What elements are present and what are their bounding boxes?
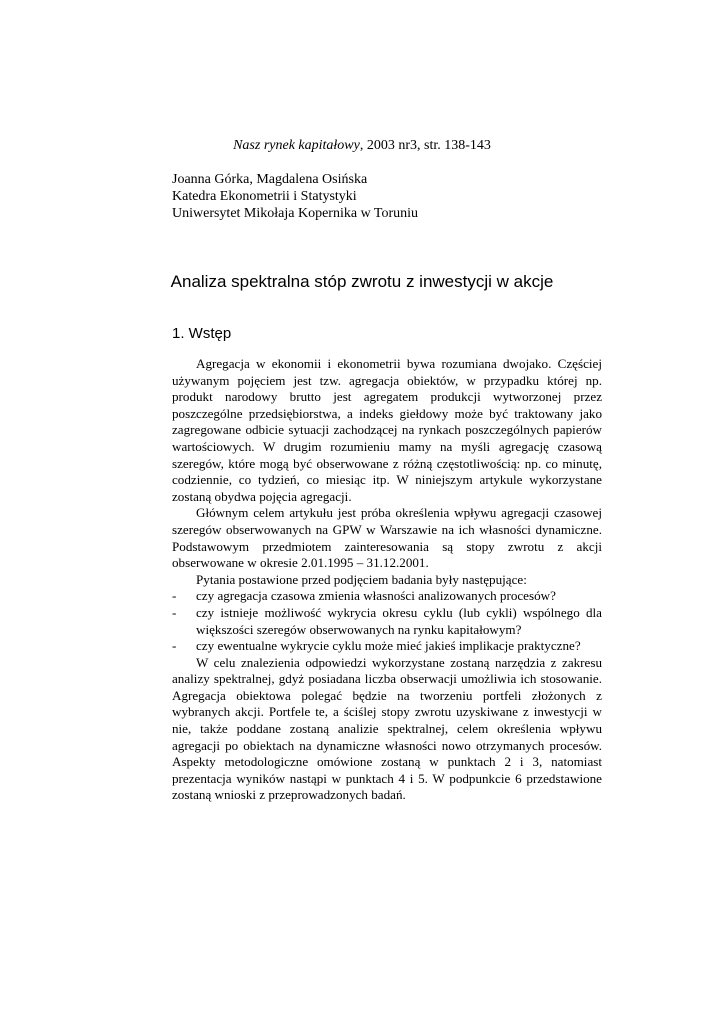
citation-details: , 2003 nr3, str. 138-143 — [359, 138, 491, 153]
citation-line — [0, 136, 724, 156]
list-dash-marker: - — [172, 588, 177, 604]
question-item — [172, 605, 602, 638]
question-item — [172, 588, 602, 605]
paper-title: Analiza spektralna stóp zwrotu z inwestycji w akcje — [170, 272, 554, 291]
list-dash-marker: - — [172, 604, 177, 620]
list-dash-marker: - — [172, 638, 177, 654]
question-text: czy istnieje możliwość wykrycia okresu cyklu (lub cykli) wspólnego dla większości szeregów obserwowanych na rynku kapitałowym? — [196, 604, 602, 637]
author-names: Joanna Górka, Magdalena Osińska — [172, 172, 368, 187]
paragraph-intro: Agregacja w ekonomii i ekonometrii bywa rozumiana dwojako. Częściej używanym pojęciem jest tzw. agregacja obiektów, w przypadku której np. produkt narodowy brutto jest agregatem produkcji wytworzonej przez poszczególne przedsiębiorstwa, a indeks giełdowy może być traktowany jako zagregowane odbicie sytuacji zachodzącej na rynkach poszczególnych papierów wartościowych. W drugim rozumieniu mamy na myśli agregację czasową szeregów, które mogą być obserwowane z różną częstotliwością: np. co minutę, codziennie, co tydzień, co miesiąc itp. W niniejszym artykule wykorzystane zostaną obydwa pojęcia agregacji. — [172, 356, 602, 504]
section-body — [172, 356, 602, 804]
section-heading: 1. Wstęp — [172, 325, 232, 342]
author-block — [172, 171, 418, 222]
question-text: czy agregacja czasowa zmienia własności analizowanych procesów? — [196, 588, 556, 604]
paragraph-questions-lead: Pytania postawione przed podjęciem badania były następujące: — [196, 571, 527, 587]
author-university: Uniwersytet Mikołaja Kopernika w Toruniu — [172, 206, 419, 221]
journal-name: Nasz rynek kapitałowy — [233, 138, 360, 153]
paragraph-closing: W celu znalezienia odpowiedzi wykorzystane zostaną narzędzia z zakresu analizy spektralnej, gdyż posiadana liczba obserwacji umożliwia ich stosowanie. Agregacja obiektowa polegać będzie na tworzeniu portfeli złożonych z wybranych akcji. Portfele te, a ściślej stopy zwrotu uzyskiwane z inwestycji w nie, także poddane zostaną analizie spektralnej, celem określenia wpływu agregacji po obiektach na dynamiczne własności nowo otrzymanych procesów. Aspekty metodologiczne omówione zostaną w punktach 2 i 3, natomiast prezentacja wyników nastąpi w punktach 4 i 5. W podpunkcie 6 przedstawione zostaną wnioski z przeprowadzonych badań. — [172, 654, 602, 803]
author-department: Katedra Ekonometrii i Statystyki — [172, 189, 357, 204]
paragraph-goal: Głównym celem artykułu jest próba określenia wpływu agregacji czasowej szeregów obserwowanych na GPW w Warszawie na ich własności dynamiczne. Podstawowym przedmiotem zainteresowania są stopy zwrotu z akcji obserwowane w okresie 2.01.1995 – 31.12.2001. — [172, 505, 602, 571]
question-text: czy ewentualne wykrycie cyklu może mieć jakieś implikacje praktyczne? — [196, 638, 581, 654]
question-item — [172, 638, 602, 655]
